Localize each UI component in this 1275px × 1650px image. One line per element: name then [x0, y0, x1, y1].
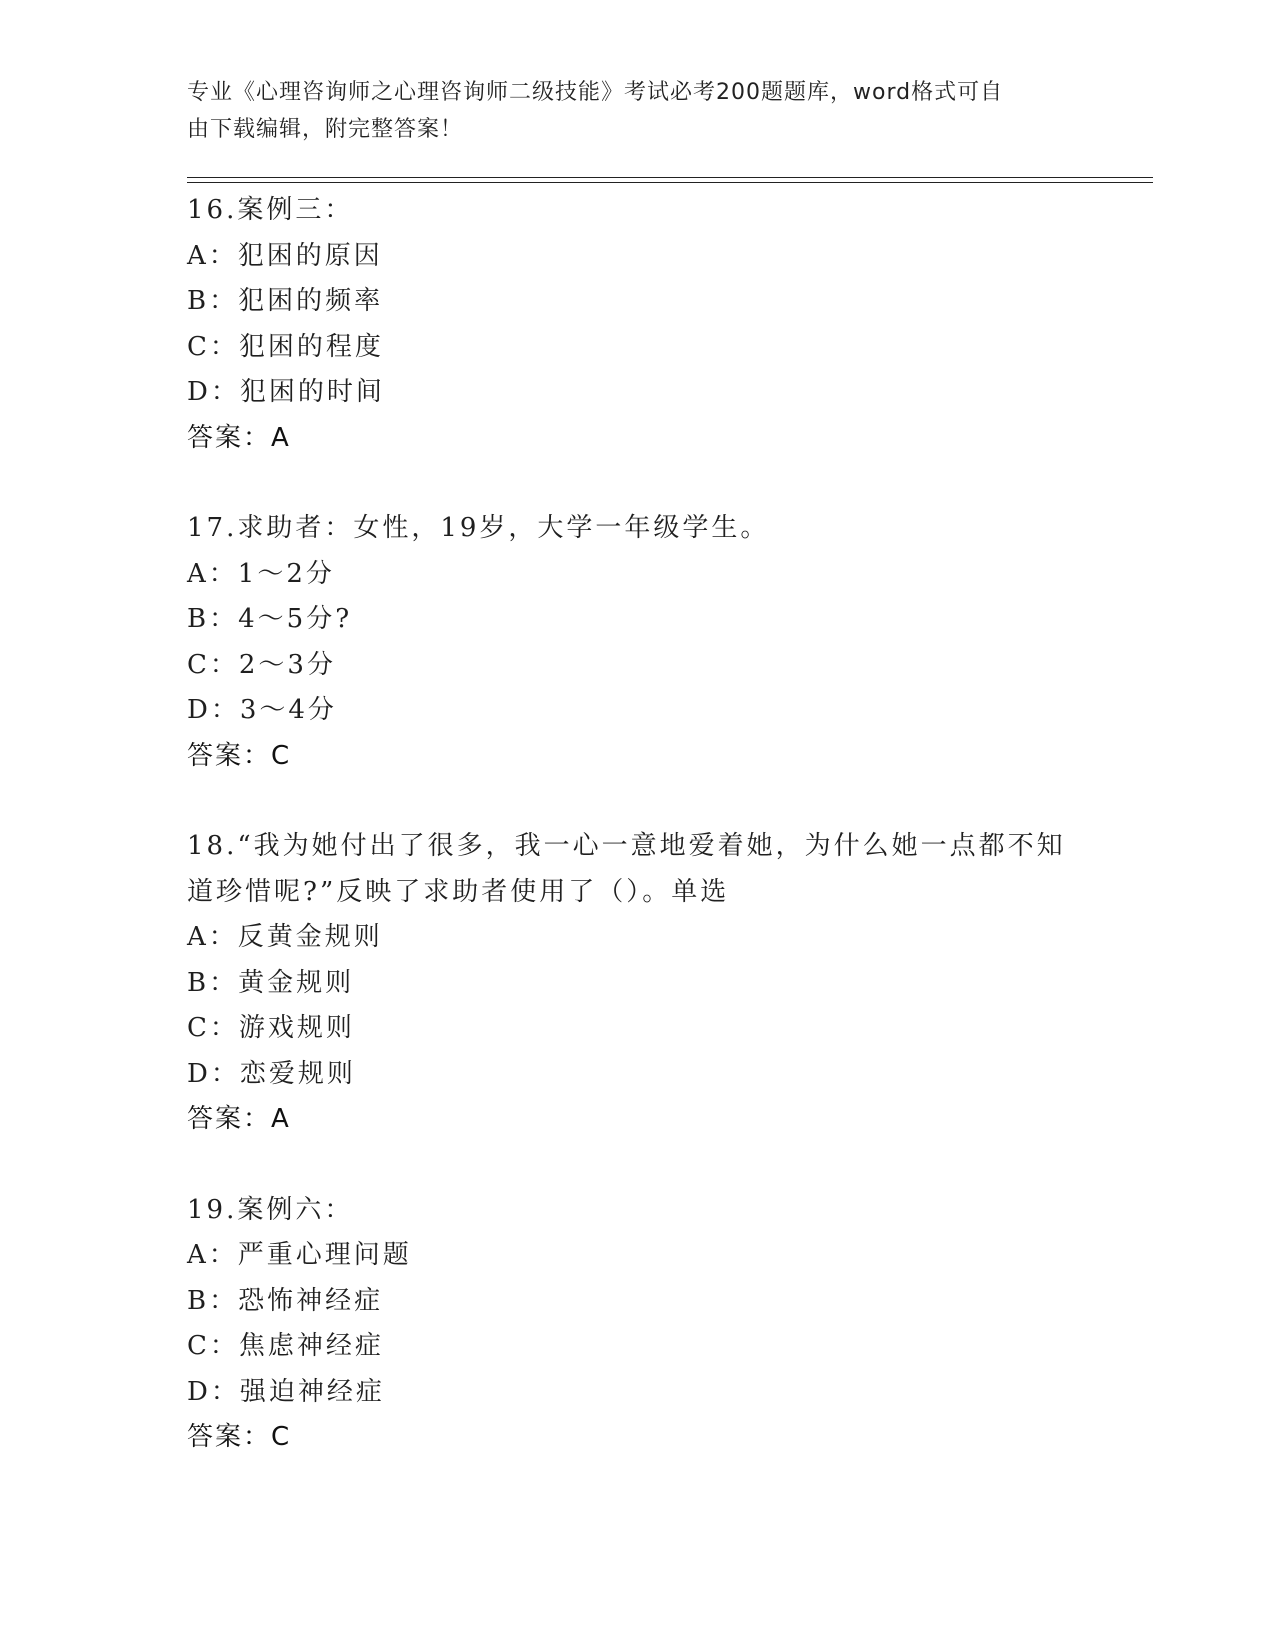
option-b: B：黄金规则 — [187, 967, 355, 998]
header-divider-bottom — [187, 182, 1153, 183]
option-d: D：恋爱规则 — [187, 1058, 356, 1089]
question-19 — [187, 1188, 1087, 1461]
option-c: C：2～3分 — [187, 649, 336, 680]
option-c: C：游戏规则 — [187, 1013, 355, 1043]
option-a: A：1～2分 — [187, 558, 335, 589]
option-c: C：犯困的程度 — [187, 331, 384, 362]
question-stem: 18.“我为她付出了很多，我一心一意地爱着她，为什么她一点都不知道珍惜呢?”反映了求助者使用了（）。单选 — [187, 831, 1066, 907]
option-b: B：4～5分? — [187, 604, 353, 634]
question-stem: 16.案例三： — [187, 195, 354, 225]
question-16 — [187, 188, 1087, 461]
answer-line: 答案：C — [187, 740, 292, 771]
question-17 — [187, 506, 1087, 779]
question-stem: 19.案例六： — [187, 1194, 354, 1225]
option-c: C：焦虑神经症 — [187, 1331, 384, 1361]
answer-line: 答案：C — [187, 1422, 292, 1452]
answer-line: 答案：A — [187, 422, 291, 453]
option-d: D：3～4分 — [187, 695, 337, 725]
header-intro-line-1: 专业《心理咨询师之心理咨询师二级技能》考试必考200题题库，word格式可自 — [187, 80, 1004, 105]
question-list — [187, 188, 1087, 1461]
option-b: B：恐怖神经症 — [187, 1285, 384, 1316]
option-a: A：严重心理问题 — [187, 1240, 412, 1270]
option-b: B：犯困的频率 — [187, 286, 384, 316]
answer-line: 答案：A — [187, 1104, 291, 1134]
option-d: D：强迫神经症 — [187, 1376, 385, 1407]
document-header — [187, 74, 1067, 148]
header-divider-top — [187, 177, 1153, 178]
header-intro-line-2: 由下载编辑，附完整答案！ — [187, 117, 464, 142]
option-d: D：犯困的时间 — [187, 377, 385, 407]
option-a: A：犯困的原因 — [187, 240, 383, 271]
question-18 — [187, 824, 1087, 1143]
option-a: A：反黄金规则 — [187, 922, 383, 952]
question-stem: 17.求助者：女性，19岁，大学一年级学生。 — [187, 513, 770, 543]
